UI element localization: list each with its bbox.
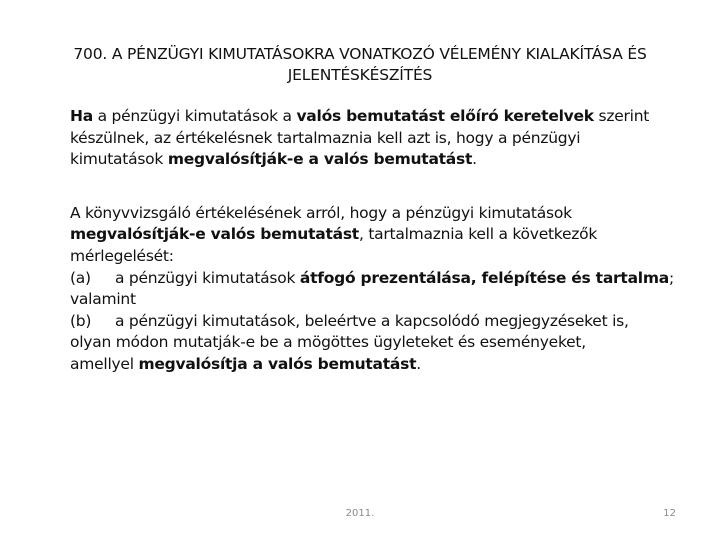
slide-body bbox=[70, 106, 690, 376]
list-label-b: (b) bbox=[70, 311, 92, 330]
paragraph-auditor-evaluation: A könyvvizsgáló értékelésének arról, hogy a pénzügyi kimutatások megvalósítják-e valós bemutatást, tartalmaznia kell a következők mérlegelését: (a) a pénzügyi kimutatások átfogó prezentálása, felépítése és tartalma; valamint (b) a pénzügyi kimutatások, beleértve a kapcsolódó megjegyzéseket is, olyan módon mutatják-e be a mögöttes ügyleteket és eseményeket, amellyel megvalósítja a valós bemutatást. bbox=[70, 203, 690, 376]
title-line-2: JELENTÉSKÉSZÍTÉS bbox=[287, 66, 433, 84]
paragraph-fair-presentation: Ha a pénzügyi kimutatások a valós bemutatást előíró keretelvek szerint készülnek, az értékelésnek tartalmaznia kell azt is, hogy a pénzügyi kimutatások megvalósítják-e a valós bemutatást. bbox=[70, 107, 650, 169]
list-item-a: (a) a pénzügyi kimutatások átfogó prezentálása, felépítése és tartalma; bbox=[70, 268, 690, 290]
slide-title bbox=[30, 44, 690, 86]
page-number: 12 bbox=[663, 508, 676, 519]
list-label-a: (a) bbox=[70, 268, 91, 287]
list-item-b: (b) a pénzügyi kimutatások, beleértve a kapcsolódó megjegyzéseket is, bbox=[70, 311, 690, 333]
footer-date: 2011. bbox=[345, 508, 375, 519]
title-line-1: 700. A PÉNZÜGYI KIMUTATÁSOKRA VONATKOZÓ VÉLEMÉNY KIALAKÍTÁSA ÉS bbox=[73, 45, 647, 63]
